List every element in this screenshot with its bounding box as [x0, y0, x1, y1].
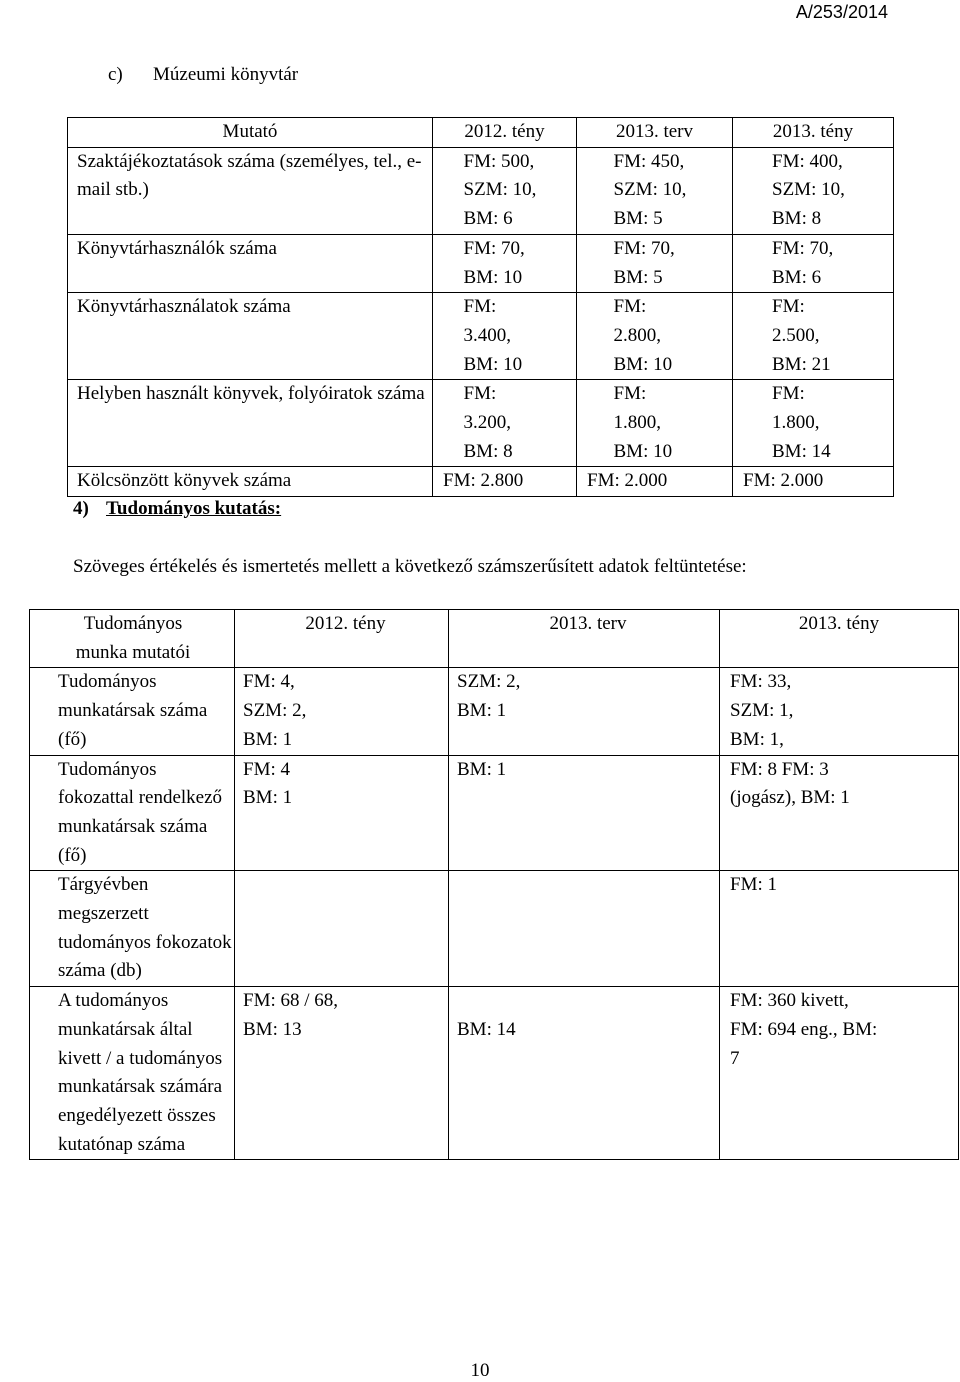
table-cell: FM: 4, SZM: 2, BM: 1 — [235, 668, 449, 755]
header-2013-actual: 2013. tény — [733, 118, 894, 148]
table-row — [68, 293, 894, 380]
header-2013-plan: 2013. terv — [449, 610, 720, 668]
document-id: A/253/2014 — [795, 2, 888, 22]
table-row — [68, 234, 894, 292]
table-cell: FM: 450, SZM: 10, BM: 5 — [577, 147, 733, 234]
table-cell: FM: 2.500, BM: 21 — [733, 293, 894, 380]
row-label: Helyben használt könyvek, folyóiratok száma — [68, 380, 433, 467]
row-label: Kölcsönzött könyvek száma — [68, 467, 433, 497]
table-cell: SZM: 2, BM: 1 — [449, 668, 720, 755]
table-cell: FM: 360 kivett, FM: 694 eng., BM: 7 — [720, 987, 959, 1160]
table-cell: FM: 70, BM: 10 — [433, 234, 577, 292]
header-indicator: Mutató — [68, 118, 433, 148]
header-2013-actual: 2013. tény — [720, 610, 959, 668]
table-cell: FM: 2.800, BM: 10 — [577, 293, 733, 380]
section-c-heading — [108, 64, 298, 86]
table-cell: FM: 3.200, BM: 8 — [433, 380, 577, 467]
header-indicator: Tudományos munka mutatói — [30, 610, 235, 668]
section-4-number: 4) — [73, 498, 89, 519]
row-label: Tárgyévben megszerzett tudományos fokozatok száma (db) — [30, 871, 235, 987]
table-row — [30, 987, 959, 1160]
table-cell: FM: 33, SZM: 1, BM: 1, — [720, 668, 959, 755]
research-table — [29, 609, 959, 1160]
table-row — [30, 755, 959, 871]
table-cell: BM: 1 — [449, 755, 720, 871]
table-cell: FM: 400, SZM: 10, BM: 8 — [733, 147, 894, 234]
table-cell: FM: 2.000 — [733, 467, 894, 497]
table-cell: FM: 2.800 — [433, 467, 577, 497]
section-c-label: c) — [108, 64, 123, 85]
section-c-title: Múzeumi könyvtár — [153, 64, 299, 85]
section-4-intro: Szöveges értékelés és ismertetés mellett a következő számszerűsített adatok feltüntetése: — [73, 556, 747, 577]
table-header-row — [30, 610, 959, 668]
table-cell — [235, 871, 449, 987]
header-2012-actual: 2012. tény — [235, 610, 449, 668]
row-label: Tudományos fokozattal rendelkező munkatársak száma (fő) — [30, 755, 235, 871]
row-label: Tudományos munkatársak száma (fő) — [30, 668, 235, 755]
row-label: Szaktájékoztatások száma (személyes, tel., e-mail stb.) — [68, 147, 433, 234]
header-2012-actual: 2012. tény — [433, 118, 577, 148]
table-cell: FM: 1.800, BM: 14 — [733, 380, 894, 467]
table-cell: FM: 68 / 68, BM: 13 — [235, 987, 449, 1160]
table-cell: BM: 14 — [449, 987, 720, 1160]
table-row — [30, 668, 959, 755]
table-cell: FM: 2.000 — [577, 467, 733, 497]
table-row — [68, 147, 894, 234]
table-row — [30, 871, 959, 987]
table-cell: FM: 3.400, BM: 10 — [433, 293, 577, 380]
table-cell: FM: 500, SZM: 10, BM: 6 — [433, 147, 577, 234]
section-4-heading — [73, 498, 281, 520]
header-2013-plan: 2013. terv — [577, 118, 733, 148]
table-cell: FM: 1.800, BM: 10 — [577, 380, 733, 467]
library-table — [67, 117, 894, 497]
table-cell: FM: 4 BM: 1 — [235, 755, 449, 871]
row-label: Könyvtárhasználatok száma — [68, 293, 433, 380]
row-label: Könyvtárhasználók száma — [68, 234, 433, 292]
table-cell: FM: 70, BM: 5 — [577, 234, 733, 292]
table-cell — [449, 871, 720, 987]
table-header-row — [68, 118, 894, 148]
table-cell: FM: 1 — [720, 871, 959, 987]
table-cell: FM: 8 FM: 3 (jogász), BM: 1 — [720, 755, 959, 871]
section-4-title: Tudományos kutatás: — [106, 498, 282, 519]
table-cell: FM: 70, BM: 6 — [733, 234, 894, 292]
page-number: 10 — [470, 1360, 490, 1381]
table-row — [68, 467, 894, 497]
table-row — [68, 380, 894, 467]
row-label: A tudományos munkatársak által kivett / a tudományos munkatársak számára engedélyezett összes kutatónap száma — [30, 987, 235, 1160]
